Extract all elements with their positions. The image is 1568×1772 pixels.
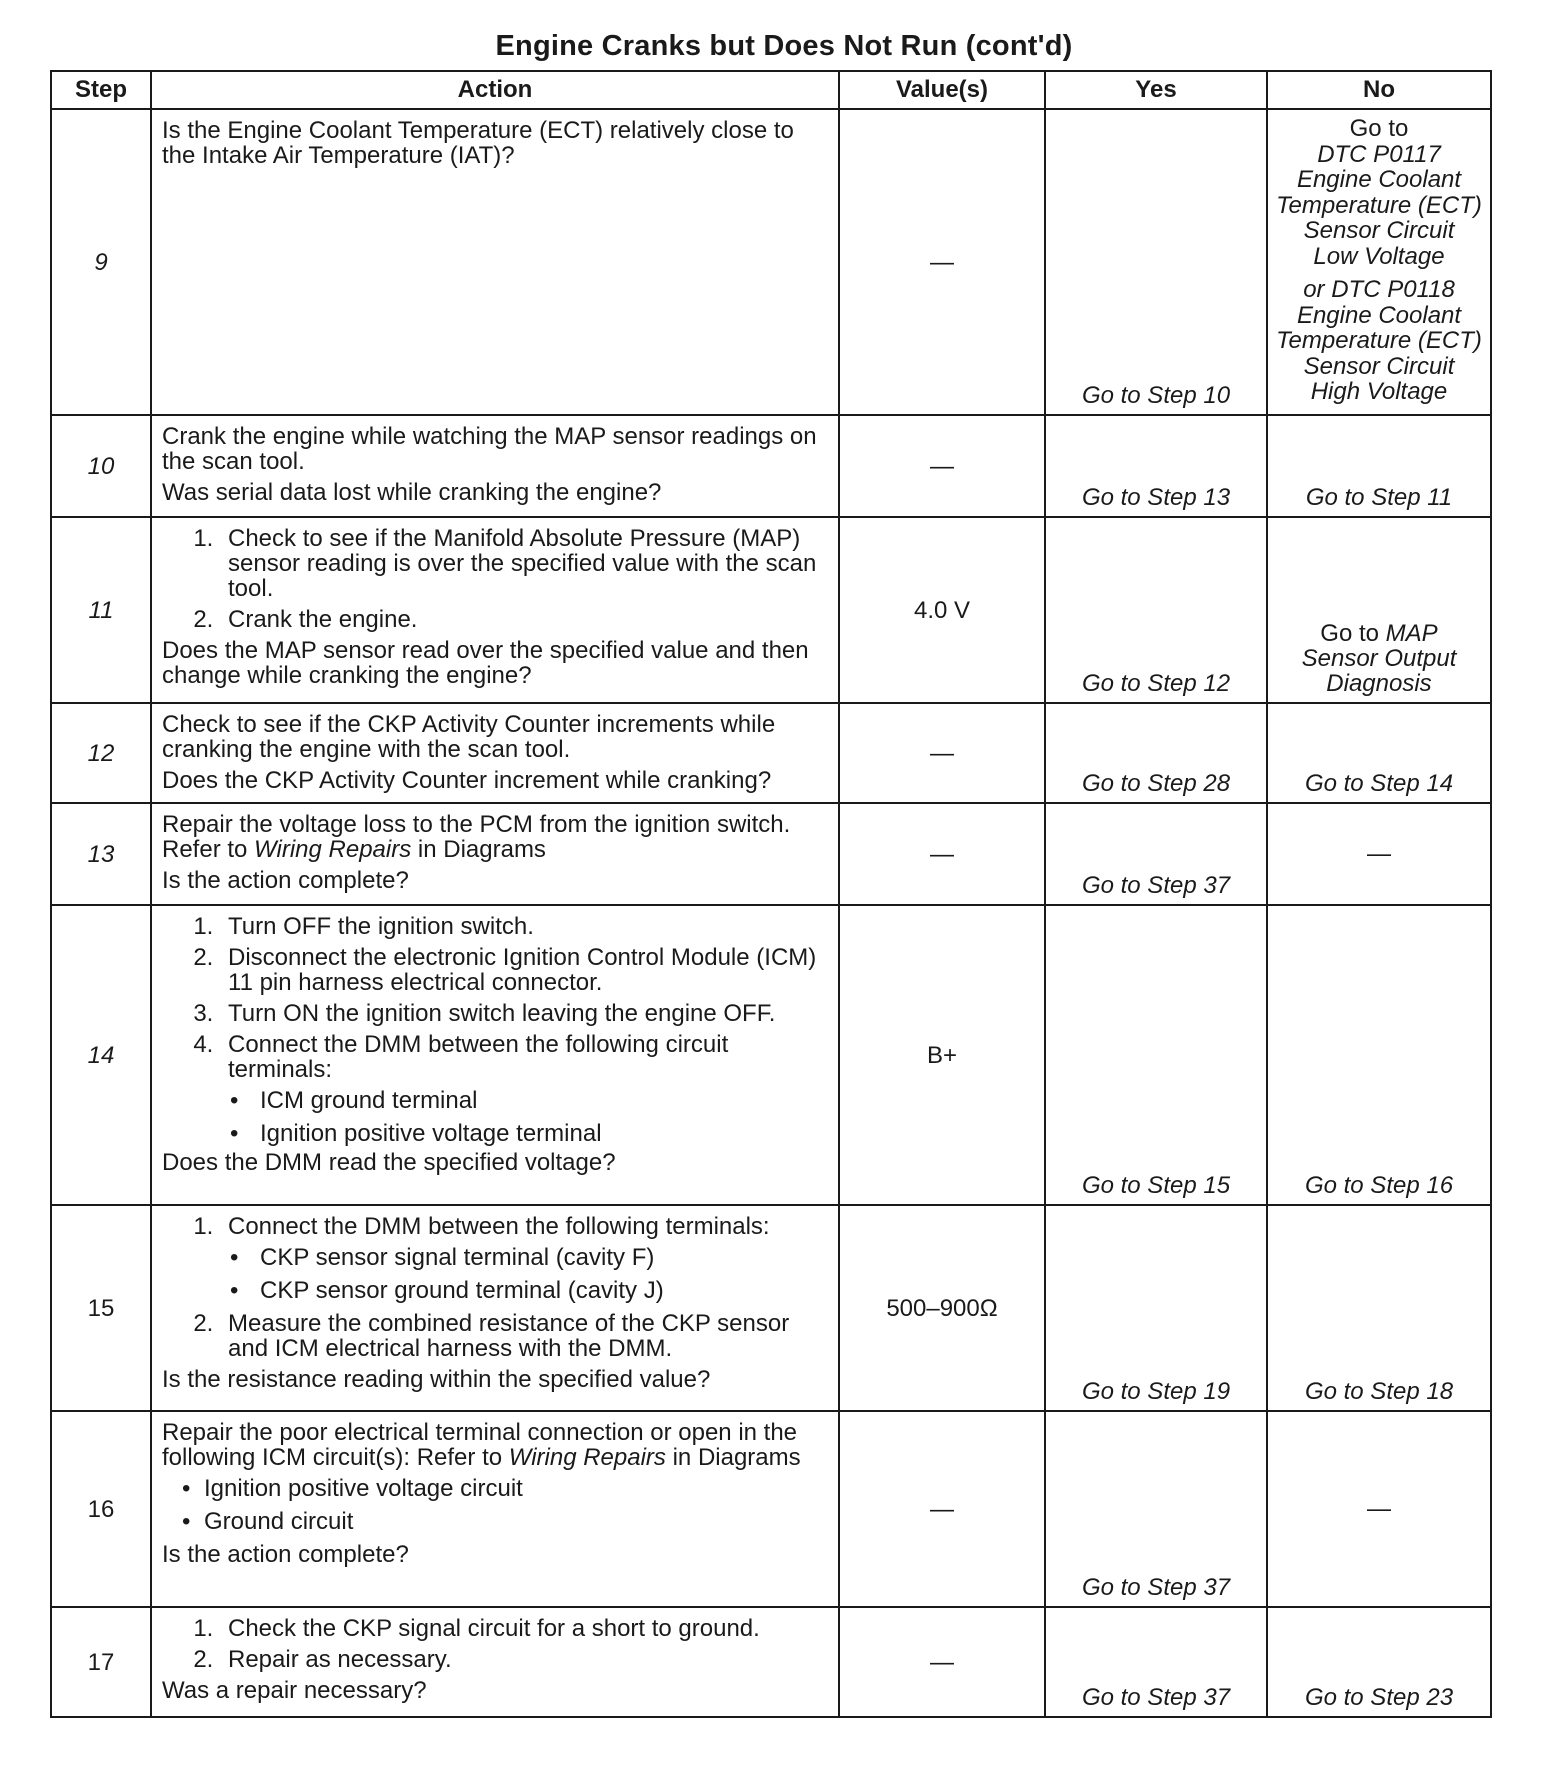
value-cell: B+ [839,905,1045,1205]
no-line: Engine Coolant [1296,301,1462,329]
bullet-list [228,1088,828,1146]
question-text: Is the resistance reading within the specified value? [162,1366,711,1393]
no-cell [1267,109,1491,415]
no-link[interactable]: Go to Step 23 [1304,1684,1454,1711]
table-row [51,703,1491,803]
action-text [162,812,828,862]
step-list [162,914,828,1146]
no-prefix: Go to [1320,620,1379,647]
no-cell [1267,905,1491,1205]
no-cell [1267,803,1491,905]
yes-cell [1045,1607,1267,1717]
header-action: Action [151,71,839,109]
page-title: Engine Cranks but Does Not Run (cont'd) [495,30,1073,62]
no-link-text: Diagnosis [1326,670,1432,697]
no-cell [1267,517,1491,703]
diagnostic-table [50,70,1492,1718]
no-link[interactable]: Go to Step 14 [1304,770,1454,797]
no-link[interactable]: Go to Step 16 [1304,1172,1454,1199]
value-cell: — [839,415,1045,517]
header-no: No [1267,71,1491,109]
no-line: DTC P0117 [1317,140,1441,168]
list-item: 2. Crank the engine. [220,607,828,632]
yes-link[interactable]: Go to Step 10 [1081,382,1231,409]
yes-link[interactable]: Go to Step 37 [1081,1684,1231,1711]
no-value: — [1367,1495,1391,1523]
no-cell [1267,1607,1491,1717]
action-cell [151,703,839,803]
action-text-pre: Repair the voltage loss to the PCM from the ignition switch. Refer to [162,811,791,863]
value-cell: — [839,1607,1045,1717]
header-value: Value(s) [839,71,1045,109]
question-text: Was a repair necessary? [162,1677,427,1704]
question-text: Is the action complete? [162,867,409,894]
action-text-pre: Repair the poor electrical terminal connection or open in the following ICM circuit(s): Refer to [162,1419,798,1471]
yes-cell [1045,517,1267,703]
step-number: 9 [51,109,151,415]
action-cell [151,1205,839,1411]
value-cell: — [839,1411,1045,1607]
value-cell: — [839,703,1045,803]
no-line: Sensor Circuit [1303,217,1455,244]
list-item: 1. Turn OFF the ignition switch. [220,914,828,939]
yes-cell [1045,1205,1267,1411]
yes-link[interactable]: Go to Step 19 [1081,1378,1231,1405]
no-line: Go to [1349,115,1409,142]
action-text-post: in Diagrams [672,1444,801,1471]
no-value: — [1367,840,1391,868]
table-row [51,1205,1491,1411]
yes-cell [1045,1411,1267,1607]
yes-cell [1045,415,1267,517]
value-cell: — [839,109,1045,415]
action-cell [151,1411,839,1607]
question-text: Does the DMM read the specified voltage? [162,1149,616,1176]
yes-link[interactable]: Go to Step 28 [1081,770,1231,797]
no-line: Sensor Circuit [1303,352,1455,380]
action-cell [151,109,839,415]
list-item [220,1032,828,1146]
action-cell [151,803,839,905]
wiring-repairs-link[interactable]: Wiring Repairs [254,836,412,863]
step-number: 10 [51,415,151,517]
value-cell: 500–900Ω [839,1205,1045,1411]
header-step: Step [51,71,151,109]
action-text: Check to see if the CKP Activity Counter increments while cranking the engine with the scan tool. [162,711,776,763]
no-cell [1267,1411,1491,1607]
yes-link[interactable]: Go to Step 12 [1081,670,1231,697]
no-line: Engine Coolant [1296,166,1462,193]
table-row [51,1607,1491,1717]
no-cell [1267,1205,1491,1411]
yes-link[interactable]: Go to Step 37 [1081,1574,1231,1601]
bullet-list [162,1476,828,1534]
step-number: 13 [51,803,151,905]
yes-cell [1045,803,1267,905]
bullet-item: • Ignition positive voltage terminal [252,1121,828,1146]
bullet-item: • CKP sensor signal terminal (cavity F) [252,1245,828,1270]
action-text: Crank the engine while watching the MAP sensor readings on the scan tool. [162,423,817,475]
bullet-item: • CKP sensor ground terminal (cavity J) [252,1278,828,1303]
list-item [220,1214,828,1303]
action-cell [151,1607,839,1717]
bullet-item: • Ground circuit [204,1509,828,1534]
list-item: 2. Measure the combined resistance of the CKP sensor and ICM electrical harness with the DMM. [220,1311,828,1361]
list-item: 1. Check to see if the Manifold Absolute Pressure (MAP) sensor reading is over the specified value with the scan tool. [220,526,828,601]
no-link-text: Sensor Output [1301,645,1457,672]
no-line: Temperature (ECT) [1276,327,1482,354]
list-item: 2. Disconnect the electronic Ignition Control Module (ICM) 11 pin harness electrical connector. [220,945,828,995]
no-link-text: MAP [1385,620,1438,647]
no-link[interactable]: Go to Step 18 [1304,1378,1454,1405]
table-row [51,109,1491,415]
bullet-item: • ICM ground terminal [252,1088,828,1113]
no-link[interactable] [1268,621,1490,696]
list-item: 1. Check the CKP signal circuit for a short to ground. [220,1616,828,1641]
no-cell [1267,415,1491,517]
step-number: 16 [51,1411,151,1607]
value-cell: 4.0 V [839,517,1045,703]
step-number: 15 [51,1205,151,1411]
step-number: 14 [51,905,151,1205]
table-row [51,517,1491,703]
bullet-list [228,1245,828,1303]
header-yes: Yes [1045,71,1267,109]
value-cell: — [839,803,1045,905]
list-item-text: Connect the DMM between the following terminals: [228,1213,770,1240]
no-line: High Voltage [1310,378,1448,405]
action-text: Is the Engine Coolant Temperature (ECT) relatively close to the Intake Air Temperature (IAT)? [162,117,794,169]
list-item: 2. Repair as necessary. [220,1647,828,1672]
table-row [51,415,1491,517]
table-row [51,905,1491,1205]
no-cell [1267,703,1491,803]
wiring-repairs-link[interactable]: Wiring Repairs [508,1444,666,1471]
action-cell [151,415,839,517]
question-text: Was serial data lost while cranking the engine? [162,479,662,506]
no-line: or DTC P0118 [1303,276,1455,303]
header-row [51,71,1491,109]
yes-link[interactable]: Go to Step 13 [1081,484,1231,511]
yes-cell [1045,905,1267,1205]
step-number: 12 [51,703,151,803]
yes-cell [1045,109,1267,415]
step-list [162,1616,828,1672]
yes-link[interactable]: Go to Step 15 [1081,1172,1231,1199]
list-item: 3. Turn ON the ignition switch leaving the engine OFF. [220,1001,828,1026]
action-cell [151,905,839,1205]
bullet-item: • Ignition positive voltage circuit [204,1476,828,1501]
yes-link[interactable]: Go to Step 37 [1081,872,1231,899]
table-row [51,1411,1491,1607]
question-text: Is the action complete? [162,1541,409,1568]
question-text: Does the MAP sensor read over the specified value and then change while cranking the engine? [162,637,809,689]
step-number: 11 [51,517,151,703]
yes-cell [1045,703,1267,803]
no-line: Temperature (ECT) [1276,191,1482,219]
step-list [162,526,828,632]
action-text-post: in Diagrams [417,836,546,863]
table-row [51,803,1491,905]
no-link[interactable] [1268,110,1490,405]
no-link[interactable]: Go to Step 11 [1305,484,1453,511]
action-cell [151,517,839,703]
question-text: Does the CKP Activity Counter increment while cranking? [162,767,772,794]
step-number: 17 [51,1607,151,1717]
no-line: Low Voltage [1313,242,1445,270]
action-text [162,1420,828,1470]
list-item-text: Connect the DMM between the following circuit terminals: [228,1031,729,1083]
step-list [162,1214,828,1361]
